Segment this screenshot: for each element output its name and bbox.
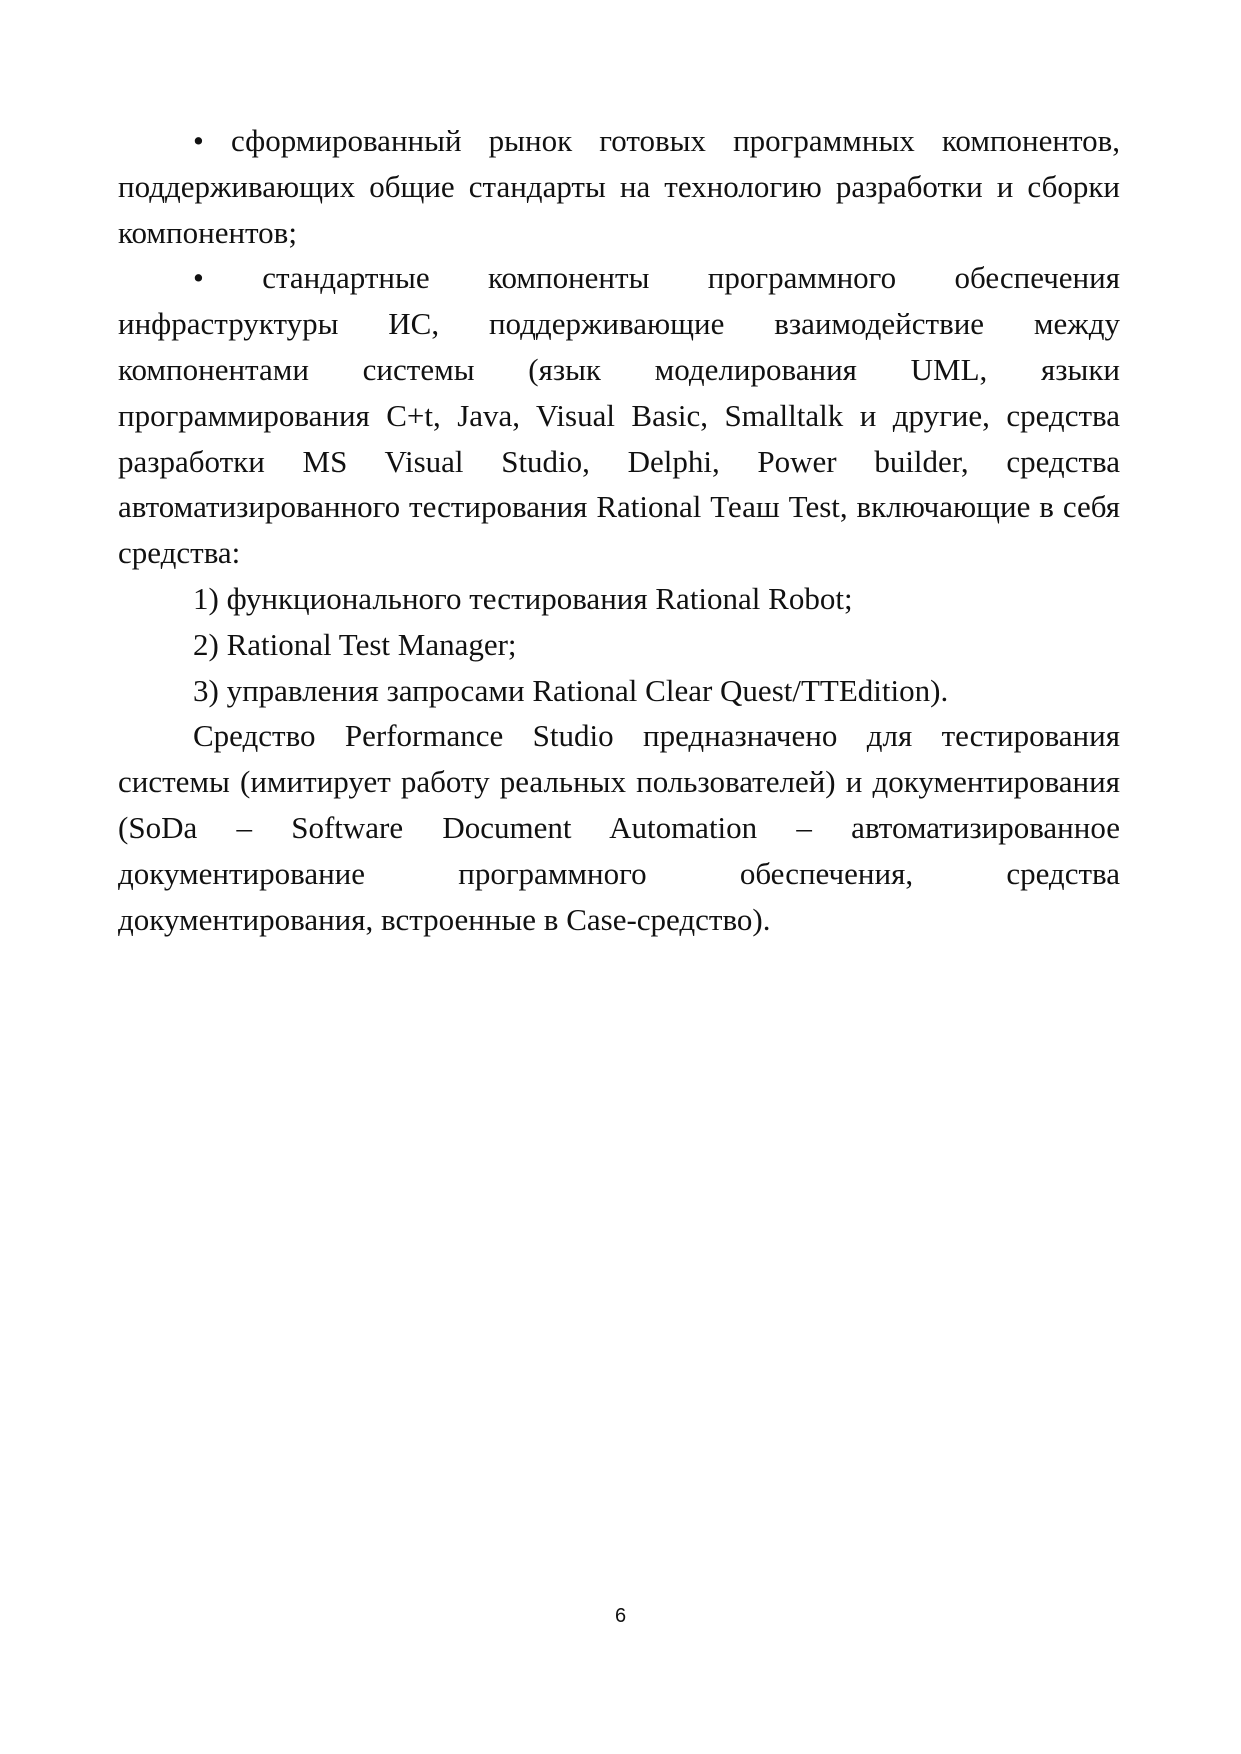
list-item-request-management: 3) управления запросами Rational Clear Quest/TTEdition). [193, 672, 949, 708]
paragraph-standard-components: • стандартные компоненты программного обеспечения инфраструктуры ИС, поддерживающие взаимодействие между компонентами системы (язык моделирования UML, языки программирования C+t, Java, Visual Basic, Smalltalk и другие, средства разработки MS Visual Studio, Delphi, Power builder, средства автоматизированного тестирования Rational Теаш Test, включающие в себя средства: [118, 260, 1120, 571]
paragraph-component-market: • сформированный рынок готовых программных компонентов, поддерживающих общие стандарты на технологию разработки и сборки компонентов; [118, 123, 1120, 250]
body-text [118, 118, 1120, 942]
list-item-functional-testing: 1) функционального тестирования Rational Robot; [193, 580, 853, 616]
list-item-test-manager: 2) Rational Test Manager; [193, 626, 517, 662]
paragraph-performance-studio: Средство Performance Studio предназначено для тестирования системы (имитирует работу реальных пользователей) и документирования (SoDa – Software Document Automation – автоматизированное документирование программного обеспечения, средства документирования, встроенные в Case-средство). [118, 718, 1120, 937]
page-number: 6 [614, 1605, 627, 1627]
